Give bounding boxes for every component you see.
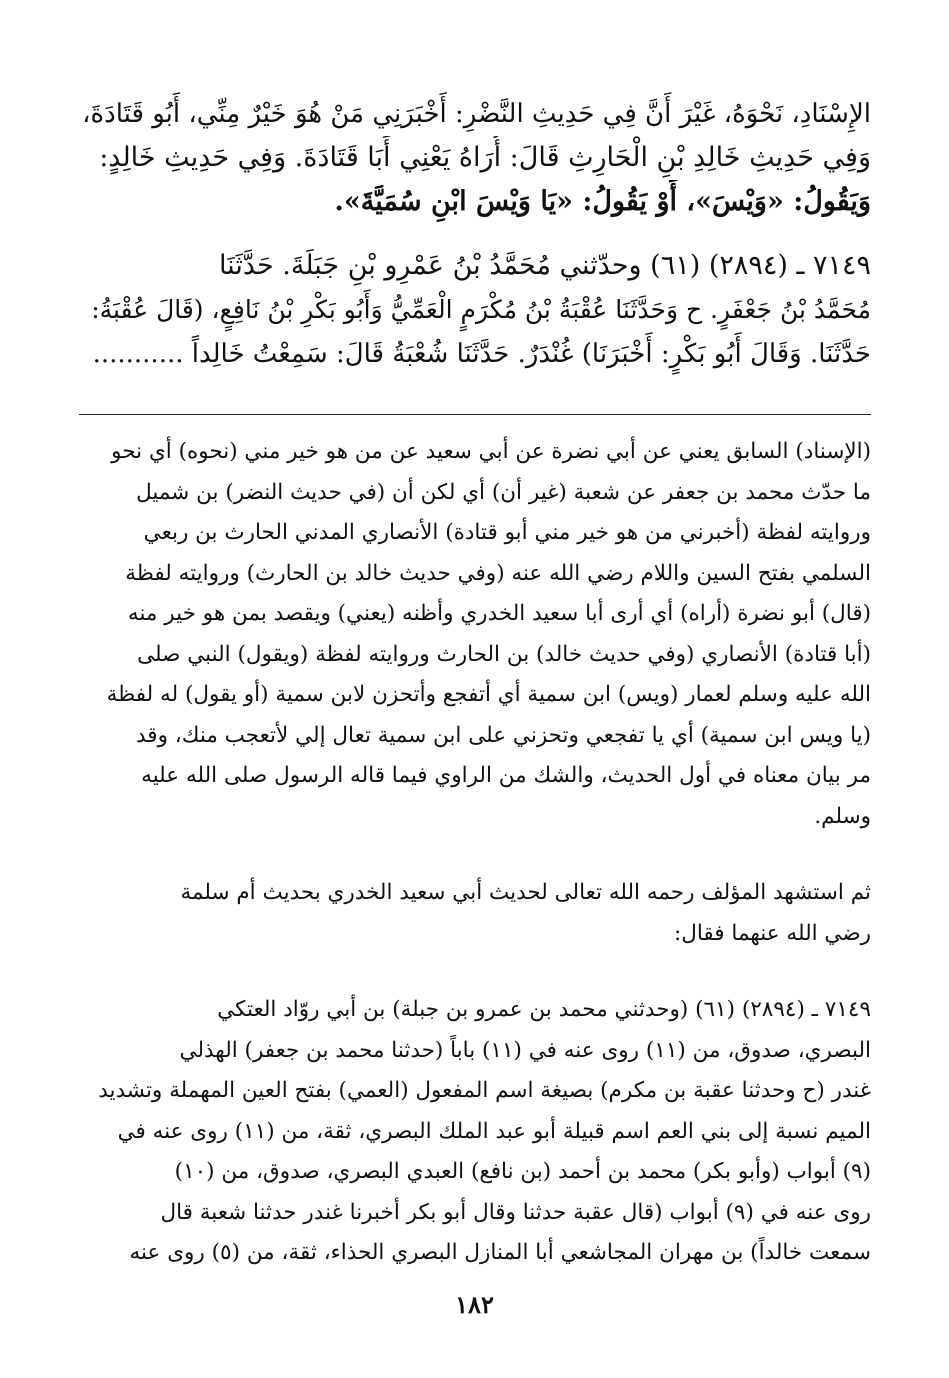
commentary-line: ٧١٤٩ ـ (٢٨٩٤) (٦١) (وحدثني محمد بن عمرو بن جبلة) بن أبي روّاد العتكي <box>217 997 871 1022</box>
commentary-text <box>79 432 871 1274</box>
hadith-line: ٧١٤٩ ـ (٢٨٩٤) (٦١) وحدّثني مُحَمَّدُ بْنُ عَمْرِو بْنِ جَبَلَةَ. حَدَّثَنَا <box>218 250 871 281</box>
hadith-line: مُحَمَّدُ بْنُ جَعْفَرٍ. ح وَحَدَّثَنَا عُقْبَةُ بْنُ مُكْرَمٍ الْعَمِّيُّ وَأَبُو بَكْرِ بْنُ نَافِعٍ، (قَالَ عُقْبَةُ: <box>91 295 871 324</box>
commentary-line: وروايته لفظة (أخبرني من هو خير مني أبو قتادة) الأنصاري المدني الحارث بن ربعي <box>143 520 871 545</box>
commentary-line: رضي الله عنهما فقال: <box>673 920 871 946</box>
commentary-line: السلمي بفتح السين واللام رضي الله عنه (وفي حديث خالد بن الحارث) وروايته لفظة <box>125 560 871 586</box>
commentary-line: وسلم. <box>814 803 871 829</box>
commentary-line: مر بيان معناه في أول الحديث، والشك من الراوي فيما قاله الرسول صلى الله عليه <box>141 763 871 788</box>
hadith-line: وَفِي حَدِيثِ خَالِدِ بْنِ الْحَارِثِ قَالَ: أُرَاهُ يَعْنِي أَبَا قَتَادَةَ. وَفِي حَدِيثِ خَالِدٍ: <box>99 142 871 173</box>
footnote-divider <box>79 414 871 415</box>
commentary-line: (أبا قتادة) الأنصاري (وفي حديث خالد) بن الحارث وروايته لفظة (ويقول) النبي صلى <box>137 641 871 667</box>
commentary-line: روى عنه في (٩) أبواب (قال عقبة حدثنا وقال أبو بكر أخبرنا غندر حدثنا شعبة قال <box>160 1199 871 1225</box>
commentary-line: البصري، صدوق، من (١١) روى عنه في (١١) باباً (حدثنا محمد بن جعفر) الهذلي <box>179 1037 871 1063</box>
commentary-line: غندر (ح وحدثنا عقبة بن مكرم) بصيغة اسم المفعول (العمي) بفتح العين المهملة وتشديد <box>98 1078 871 1103</box>
commentary-line: سمعت خالداً) بن مهران المجاشعي أبا المنازل البصري الحذاء، ثقة، من (٥) روى عنه <box>129 1240 871 1265</box>
hadith-text <box>79 92 871 376</box>
commentary-line: ما حدّث محمد بن جعفر عن شعبة (غير أن) أي لكن أن (في حديث النضر) بن شميل <box>136 479 871 505</box>
hadith-line: وَيَقُولُ: «وَيْسَ»، أَوْ يَقُولُ: «يَا وَيْسَ ابْنِ سُمَيَّةَ». <box>334 186 871 217</box>
commentary-line: الميم نسبة إلى بني العم اسم قبيلة أبو عبد الملك البصري، ثقة، من (١١) روى عنه في <box>117 1118 871 1144</box>
commentary-line: (٩) أبواب (وأبو بكر) محمد بن أحمد (بن نافع) العبدي البصري، صدوق، من (١٠) <box>174 1159 871 1184</box>
hadith-line: الإِسْنَادِ، نَحْوَهُ، غَيْرَ أَنَّ فِي حَدِيثِ النَّضْرِ: أَخْبَرَنِي مَنْ هُوَ خَيْرٌ مِنِّي، أَبُو قَتَادَةَ، <box>82 99 871 129</box>
commentary-line: (الإسناد) السابق يعني عن أبي نضرة عن أبي سعيد عن من هو خير مني (نحوه) أي نحو <box>111 439 871 464</box>
page-number: ١٨٢ <box>455 1290 494 1319</box>
commentary-line: (قال) أبو نضرة (أراه) أي أرى أبا سعيد الخدري وأظنه (يعني) ويقصد بمن هو خير منه <box>127 601 871 626</box>
commentary-line: ثم استشهد المؤلف رحمه الله تعالى لحديث أبي سعيد الخدري بحديث أم سلمة <box>180 880 871 905</box>
hadith-line: حَدَّثَنَا. وَقَالَ أَبُو بَكْرٍ: أَخْبَرَنَا) غُنْدَرٌ. حَدَّثَنَا شُعْبَةُ قَالَ: سَمِعْتُ خَالِداً ........... <box>92 339 871 369</box>
commentary-line: الله عليه وسلم لعمار (ويس) ابن سمية أي أتفجع وأتحزن لابن سمية (أو يقول) له لفظة <box>106 682 871 707</box>
commentary-line: (يا ويس ابن سمية) أي يا تفجعي وتحزني على ابن سمية تعال إلي لأتعجب منك، وقد <box>136 722 871 748</box>
